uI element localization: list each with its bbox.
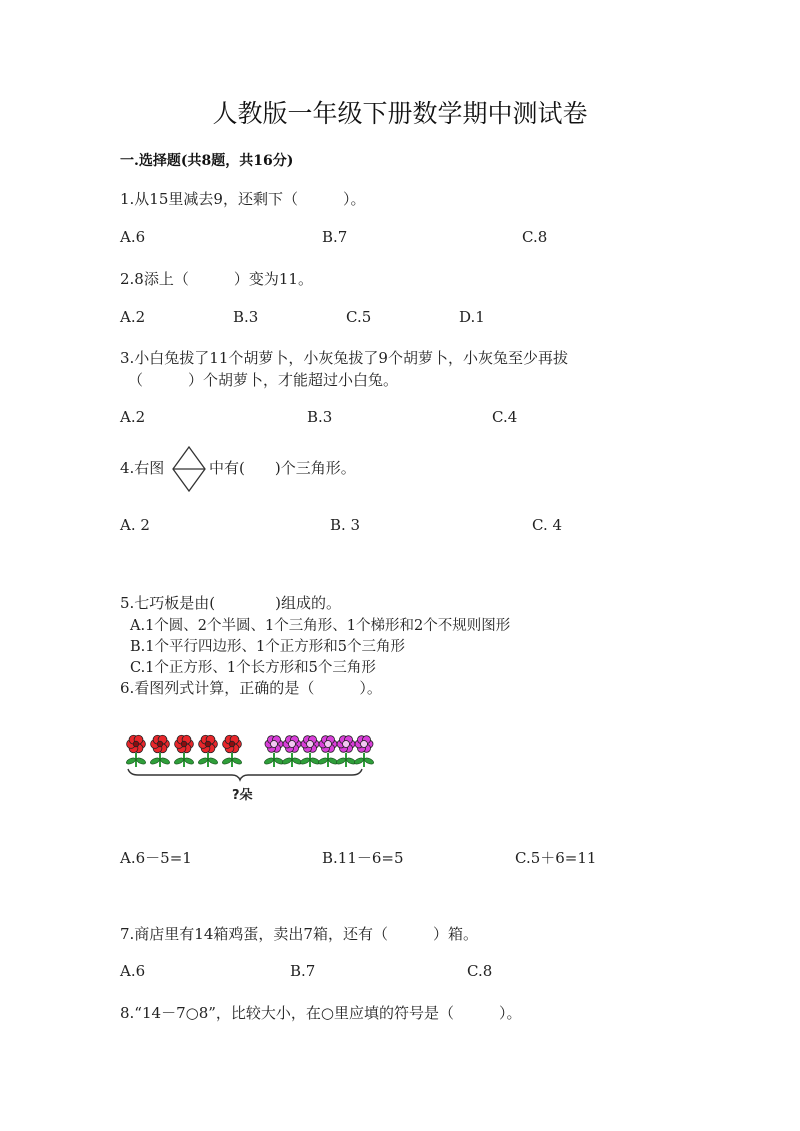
question-1: 1.从15里减去9，还剩下（ ）。 <box>120 190 366 208</box>
q2-option-a: A.2 <box>120 308 146 326</box>
q1-option-b: B.7 <box>322 228 348 246</box>
question-5: 5.七巧板是由( )组成的。 <box>120 594 342 612</box>
q1-option-a: A.6 <box>120 228 146 246</box>
section-heading: 一.选择题(共8题，共16分) <box>120 153 294 169</box>
red-flower-icon <box>173 735 194 767</box>
q4-option-a: A. 2 <box>120 516 150 534</box>
q5-option-c: C.1个正方形、1个长方形和5个三角形 <box>130 660 376 676</box>
q7-option-b: B.7 <box>290 962 316 980</box>
purple-flower-icon <box>299 736 320 767</box>
q2-option-d: D.1 <box>459 308 485 326</box>
q2-option-b: B.3 <box>233 308 259 326</box>
purple-flower-icon <box>263 736 284 767</box>
purple-flower-icon <box>281 736 302 767</box>
q3-option-a: A.2 <box>120 408 146 426</box>
flower-caption: ?朵 <box>232 788 253 803</box>
q6-option-b: B.11－6=5 <box>322 849 404 867</box>
question-3-line-1: 3.小白兔拔了11个胡萝卜，小灰兔拔了9个胡萝卜，小灰兔至少再拔 <box>120 349 568 367</box>
q3-option-b: B.3 <box>307 408 333 426</box>
q3-option-c: C.4 <box>492 408 518 426</box>
q6-option-a: A.6－5=1 <box>120 849 192 867</box>
q4-option-c: C. 4 <box>532 516 563 534</box>
question-2: 2.8添上（ ）变为11。 <box>120 270 313 288</box>
q5-option-b: B.1个平行四边形、1个正方形和5个三角形 <box>130 639 405 655</box>
red-flower-icon <box>221 735 242 767</box>
rhombus-figure-icon <box>172 446 206 492</box>
q2-option-c: C.5 <box>346 308 372 326</box>
purple-flower-icon <box>317 736 338 767</box>
q6-option-c: C.5＋6=11 <box>515 849 597 867</box>
page-title: 人教版一年级下册数学期中测试卷 <box>212 99 588 128</box>
q5-option-a: A.1个圆、2个半圆、1个三角形、1个梯形和2个不规则图形 <box>130 618 511 634</box>
purple-flower-icon <box>353 736 374 767</box>
question-4-suffix: 中有( )个三角形。 <box>209 459 356 477</box>
question-8: 8.“14－7○8”，比较大小，在○里应填的符号是（ ）。 <box>120 1004 522 1022</box>
purple-flower-icon <box>335 736 356 767</box>
q1-option-c: C.8 <box>522 228 548 246</box>
q7-option-a: A.6 <box>120 962 146 980</box>
question-7: 7.商店里有14箱鸡蛋，卖出7箱，还有（ ）箱。 <box>120 925 478 943</box>
red-flower-icon <box>149 735 170 767</box>
question-4-prefix: 4.右图 <box>120 459 165 477</box>
question-3-line-2: （ ）个胡萝卜，才能超过小白兔。 <box>128 371 399 389</box>
red-flower-icon <box>197 735 218 767</box>
flower-picture <box>120 725 380 815</box>
brace-icon <box>128 769 362 780</box>
question-6: 6.看图列式计算，正确的是（ ）。 <box>120 679 382 697</box>
q7-option-c: C.8 <box>467 962 493 980</box>
red-flower-icon <box>125 735 146 767</box>
q4-option-b: B. 3 <box>330 516 361 534</box>
